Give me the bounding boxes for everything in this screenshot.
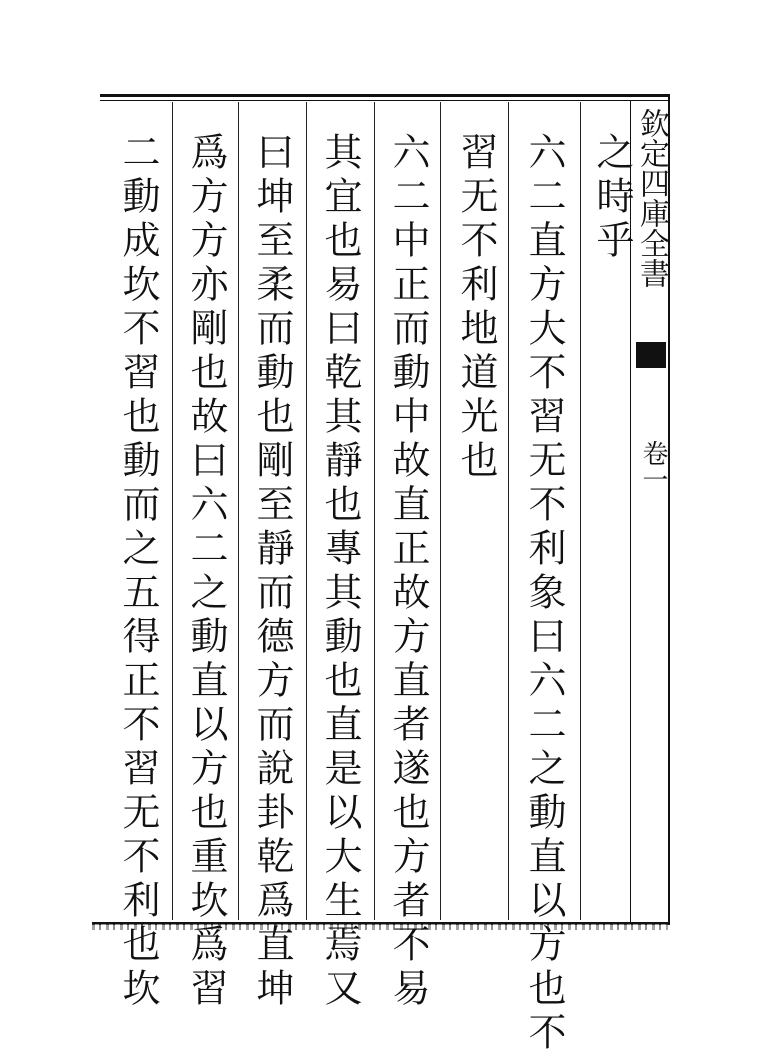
column-rule — [172, 102, 173, 920]
text-column-7: 爲方方亦剛也故曰六二之動直以方也重坎爲習 — [184, 132, 228, 1012]
text-column-4: 六二中正而動中故直正故方直者遂也方者不易 — [386, 132, 430, 1012]
fishtail-mark — [636, 342, 666, 368]
text-column-5: 其宜也易曰乾其靜也專其動也直是以大生焉又 — [318, 132, 362, 1012]
column-rule — [580, 102, 581, 920]
text-column-1: 之時乎 — [590, 132, 634, 264]
column-rule — [374, 102, 375, 920]
book-title: 欽定四庫全書 — [634, 108, 669, 288]
volume-label: 卷一 — [638, 440, 668, 492]
top-border — [100, 94, 668, 97]
column-rule — [238, 102, 239, 920]
text-column-6: 曰坤至柔而動也剛至靜而德方而說卦乾爲直坤 — [250, 132, 294, 1012]
column-rule — [440, 102, 441, 920]
column-rule — [508, 102, 509, 920]
print-noise — [92, 924, 668, 930]
text-column-3: 習无不利地道光也 — [454, 132, 498, 484]
text-column-8: 二動成坎不習也動而之五得正不習无不利也坎 — [116, 132, 160, 1012]
column-rule — [306, 102, 307, 920]
text-column-2: 六二直方大不習无不利象曰六二之動直以方也不 — [522, 132, 566, 1056]
top-border-inner — [100, 100, 668, 101]
